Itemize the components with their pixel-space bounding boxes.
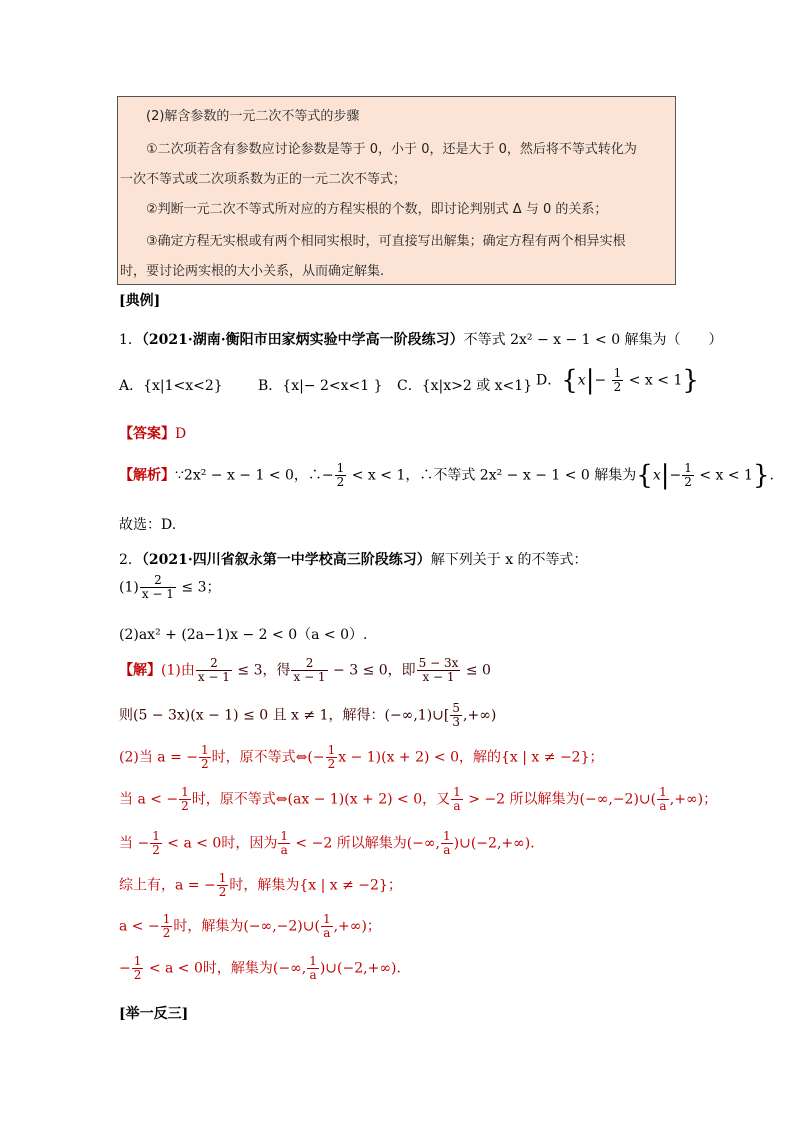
question-2: 2．（2021·四川省叙永第一中学校高三阶段练习）解下列关于 x 的不等式： [119,552,588,568]
q2-part-1: (1) $\frac{2}{x - 1}$ ≤ 3； [119,573,221,601]
q1-answer: 【答案】D [119,426,187,442]
q2-solution-line6: 综上有，a = − $\frac{1}{2}$ 时，解集为{x | x ≠ −2}； [119,871,402,899]
q1-analysis: 【解析】∵2x² − x − 1 < 0，∴− $\frac{1}{2}$ < x < 1，∴不等式 2x² − x − 1 < 0 解集为{x|− $\frac{1}{2}$ < x < 1}. [119,460,774,491]
q1-text: 不等式 2x² − x − 1 < 0 解集为（ ） [463,332,723,348]
q2-part-2: (2)ax² + (2a−1)x − 2 < 0（a < 0）. [119,627,368,643]
question-1 [119,329,723,349]
box-step1: ①二次项若含有参数应讨论参数是等于 0，小于 0，还是大于 0，然后将不等式转化为 [146,142,637,157]
q2-solution-line7: a < − $\frac{1}{2}$ 时，解集为(−∞,−2)∪( $\frac{1}{a}$ ,+∞)； [119,912,381,940]
box-step1-cont: 一次不等式或二次项系数为正的一元二次不等式； [120,172,407,187]
section-example-heading: [典例] [119,293,161,309]
box-step2: ②判断一元二次不等式所对应的方程实根的个数，即讨论判别式 Δ 与 0 的关系； [146,202,608,217]
section-practice-heading: [举一反三] [119,1006,189,1022]
q1-option-c: C．{x|x>2 或 x<1} [397,378,533,394]
q1-conclusion: 故选：D. [119,517,177,533]
q2-solution-line3: (2)当 a = − $\frac{1}{2}$ 时，原不等式⇔(− $\frac{1}{2}$ x − 1)(x + 2) < 0，解的{x | x ≠ −2}； [119,743,604,771]
q2-solution-line8: − $\frac{1}{2}$ < a < 0时，解集为(−∞, $\frac{1}{a}$ )∪(−2,+∞). [119,954,401,982]
q2-solution-line1: 【解】(1)由 $\frac{2}{x - 1}$ ≤ 3，得 $\frac{2}{x - 1}$ − 3 ≤ 0，即 $\frac{5 - 3x}{x - 1}$ ≤ 0 [119,656,491,684]
q1-number: 1． [119,332,142,348]
q2-solution-line2: 则(5 − 3x)(x − 1) ≤ 0 且 x ≠ 1，解得：(−∞,1)∪[ $\frac{5}{3}$ ,+∞) [119,701,497,729]
q1-option-b: B．{x|− 2<x<1 } [258,378,383,394]
box-step3-cont: 时，要讨论两实根的大小关系，从而确定解集. [120,264,385,279]
q1-option-a: A．{x|1<x<2} [119,378,223,394]
q1-source: （2021·湖南·衡阳市田家炳实验中学高一阶段练习） [141,332,464,348]
q2-solution-line5: 当 − $\frac{1}{2}$ < a < 0时，因为 $\frac{1}{a}$ < −2 所以解集为(−∞, $\frac{1}{a}$ )∪(−2,+∞). [119,829,535,857]
box-step3: ③确定方程无实根或有两个相同实根时，可直接写出解集；确定方程有两个相异实根 [146,234,626,249]
q2-solution-line4: 当 a < − $\frac{1}{2}$ 时，原不等式⇔(ax − 1)(x + 2) < 0，又 $\frac{1}{a}$ > −2 所以解集为(−∞,−2)∪( $\frac{1}{a}$ ,+∞)； [119,785,718,813]
method-box [117,96,676,285]
box-title: (2)解含参数的一元二次不等式的步骤 [146,109,360,124]
q1-option-d: D．{x|− $\frac{1}{2}$ < x < 1} [536,365,699,396]
